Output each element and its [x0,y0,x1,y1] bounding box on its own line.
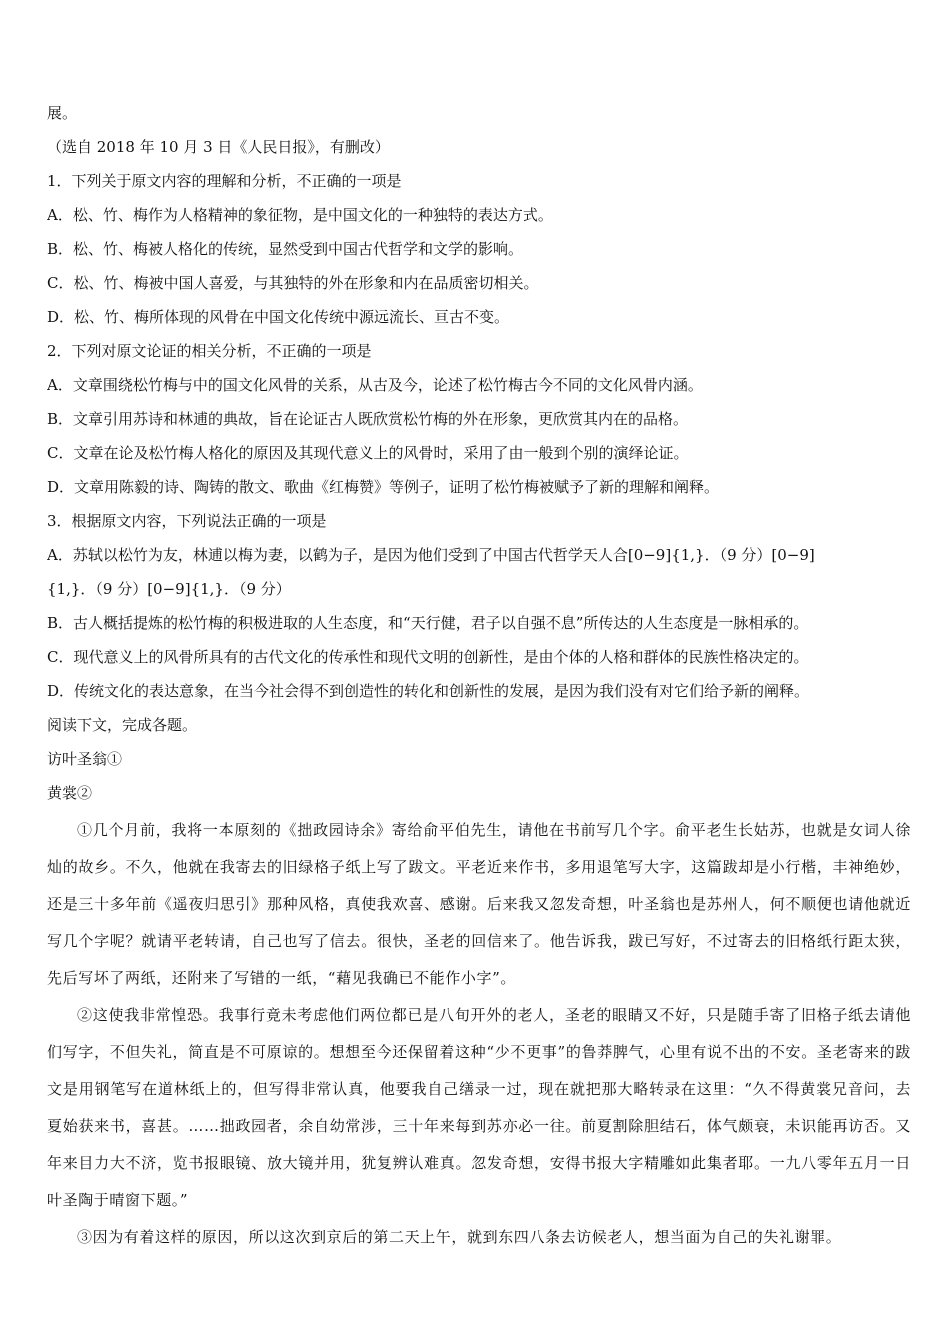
q3-option-a-cont: {1,}．（9 分）[0−9]{1,}．（9 分） [47,580,291,598]
q2-option-c: C．文章在论及松竹梅人格化的原因及其现代意义上的风骨时，采用了由一般到个别的演绎论证。 [47,444,689,462]
article-title: 访叶圣翁① [47,750,123,768]
text-line: 展。 [47,104,78,122]
q3-option-c: C．现代意义上的风骨所具有的古代文化的传承性和现代文明的创新性，是由个体的人格和群体的民族性格决定的。 [47,648,809,666]
q3-option-b: B．古人概括提炼的松竹梅的积极进取的人生态度，和“天行健，君子以自强不息”所传达的人生态度是一脉相承的。 [47,614,809,632]
article-paragraph-1: ①几个月前，我将一本原刻的《拙政园诗余》寄给俞平伯先生，请他在书前写几个字。俞平老生长姑苏，也就是女词人徐灿的故乡。不久，他就在我寄去的旧绿格子纸上写了跋文。平老近来作书，多用退笔写大字，这篇跋却是小行楷，丰神绝妙，还是三十多年前《遥夜归思引》那种风格，真使我欢喜、感谢。后来我又忽发奇想，叶圣翁也是苏州人，何不顺便也请他就近写几个字呢？就请平老转请，自己也写了信去。很快，圣老的回信来了。他告诉我，跋已写好，不过寄去的旧格纸行距太狭，先后写坏了两纸，还附来了写错的一纸，“藉见我确已不能作小字”。 [47,821,911,987]
q2-option-b: B．文章引用苏诗和林逋的典故，旨在论证古人既欣赏松竹梅的外在形象，更欣赏其内在的品格。 [47,410,689,428]
question-2: 2．下列对原文论证的相关分析，不正确的一项是 [47,342,372,360]
q1-option-b: B．松、竹、梅被人格化的传统，显然受到中国古代哲学和文学的影响。 [47,240,524,258]
q3-option-d: D．传统文化的表达意象，在当今社会得不到创造性的转化和创新性的发展，是因为我们没有对它们给予新的阐释。 [47,682,810,700]
q2-option-d: D．文章用陈毅的诗、陶铸的散文、歌曲《红梅赞》等例子，证明了松竹梅被赋予了新的理解和阐释。 [47,478,720,496]
question-3: 3．根据原文内容，下列说法正确的一项是 [47,512,327,530]
q1-option-d: D．松、竹、梅所体现的风骨在中国文化传统中源远流长、亘古不变。 [47,308,510,326]
q2-option-a: A．文章围绕松竹梅与中的国文化风骨的关系，从古及今，论述了松竹梅古今不同的文化风骨内涵。 [47,376,703,394]
question-1: 1．下列关于原文内容的理解和分析，不正确的一项是 [47,172,402,190]
article-paragraph-2: ②这使我非常惶恐。我事行竟未考虑他们两位都已是八旬开外的老人，圣老的眼睛又不好，只是随手寄了旧格子纸去请他们写字，不但失礼，简直是不可原谅的。想想至今还保留着这种“少不更事”的鲁莽脾气，心里有说不出的不安。圣老寄来的跋文是用钢笔写在道林纸上的，但写得非常认真，他要我自己缮录一过，现在就把那大略转录在这里：“久不得黄裳兄音问，去夏始获来书，喜甚。……拙政园者，余自幼常涉，三十年来每到苏亦必一往。前夏割除胆结石，体气颇衰，未识能再访否。又年来目力大不济，览书报眼镜、放大镜并用，犹复辨认难真。忽发奇想，安得书报大字精雕如此集者耶。一九八零年五月一日叶圣陶于晴窗下题。” [47,1006,911,1209]
q1-option-a: A．松、竹、梅作为人格精神的象征物，是中国文化的一种独特的表达方式。 [47,206,553,224]
document-page [47,96,911,1256]
q3-option-a: A．苏轼以松竹为友，林逋以梅为妻，以鹤为子，是因为他们受到了中国古代哲学天人合[0−9]{1,}．（9 分）[0−9] [47,546,815,564]
article-paragraph-3: ③因为有着这样的原因，所以这次到京后的第二天上午，就到东四八条去访候老人，想当面为自己的失礼谢罪。 [77,1228,842,1246]
q1-option-c: C．松、竹、梅被中国人喜爱，与其独特的外在形象和内在品质密切相关。 [47,274,539,292]
reading-instruction: 阅读下文，完成各题。 [47,716,198,734]
source-note: （选自 2018 年 10 月 3 日《人民日报》，有删改） [47,138,390,156]
article-author: 黄裳② [47,784,93,802]
